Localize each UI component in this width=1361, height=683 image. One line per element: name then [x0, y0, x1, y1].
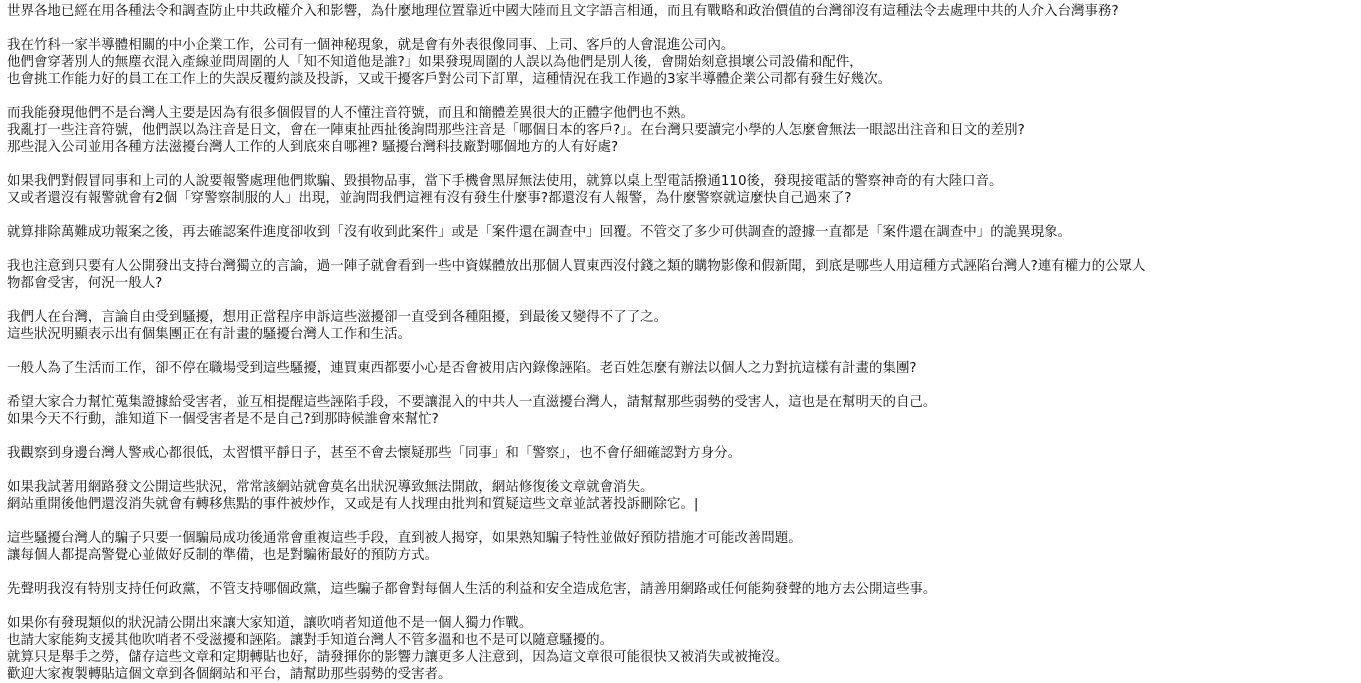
text-line: 我們人在台灣，言論自由受到騷擾，想用正當程序申訴這些滋擾卻一直受到各種阻擾，到最後又變得不了了之。 — [7, 309, 667, 325]
paragraph — [7, 615, 1359, 683]
paragraph — [7, 309, 1359, 343]
text-line: 那些混入公司並用各種方法滋擾台灣人工作的人到底來自哪裡? 騷擾台灣科技廠對哪個地方的人有好處? — [7, 139, 619, 155]
text-line: 這些騷擾台灣人的騙子只要一個騙局成功後通常會重複這些手段，直到被人揭穿，如果熟知騙子特性並做好預防措施才可能改善問題。 — [7, 530, 802, 546]
text-line: 他們會穿著別人的無塵衣混入產線並問周圍的人「知不知道他是誰?」如果發現周圍的人誤以為他們是別人後，會開始刻意損壞公司設備和配件， — [7, 54, 863, 70]
paragraph — [7, 581, 1359, 598]
text-line: 我亂打一些注音符號，他們誤以為注音是日文，會在一陣東扯西扯後詢問那些注音是「哪個日本的客戶?」。在台灣只要讀完小學的人怎麼會無法一眼認出注音和日文的差別? — [7, 122, 1025, 138]
text-line: 如果我試著用網路發文公開這些狀況，常常該網站就會莫名出狀況導致無法開啟，網站修復後文章就會消失。 — [7, 479, 654, 495]
text-line: 也請大家能夠支援其他吹哨者不受滋擾和誣陷。讓對手知道台灣人不管多溫和也不是可以隨意騷擾的。 — [7, 632, 614, 648]
text-line: 歡迎大家複製轉貼這個文章到各個網站和平台，請幫助那些弱勢的受害者。 — [7, 666, 452, 682]
text-line: 而我能發現他們不是台灣人主要是因為有很多個假冒的人不懂注音符號，而且和簡體差異很大的正體字他們也不熟。 — [7, 105, 694, 121]
paragraph — [7, 173, 1359, 207]
text-line: 也會挑工作能力好的員工在工作上的失誤反覆約談及投訴，又或干擾客戶對公司下訂單，這種情況在我工作過的3家半導體企業公司都有發生好幾次。 — [7, 71, 892, 87]
paragraph — [7, 394, 1359, 428]
text-line: 就算只是舉手之勞，儲存這些文章和定期轉貼也好，請發揮你的影響力讓更多人注意到，因為這文章很可能很快又被消失或被掩沒。 — [7, 649, 789, 665]
text-line: 讓每個人都提高警覺心並做好反制的準備，也是對騙術最好的預防方式。 — [7, 547, 438, 563]
text-line: 網站重開後他們還沒消失就會有轉移焦點的事件被炒作，又或是有人找理由批判和質疑這些文章並試著投訴刪除它。| — [7, 496, 699, 512]
paragraph — [7, 445, 1359, 462]
document-body — [7, 3, 1359, 683]
paragraph — [7, 360, 1359, 377]
text-line: 希望大家合力幫忙蒐集證據給受害者，並互相提醒這些誣陷手段，不要讓混入的中共人一直滋擾台灣人，請幫幫那些弱勢的受害人，這也是在幫明天的自己。 — [7, 394, 937, 410]
text-line: 我也注意到只要有人公開發出支持台灣獨立的言論，過一陣子就會看到一些中資媒體放出那個人買東西沒付錢之類的購物影像和假新聞，到底是哪些人用這種方式誣陷台灣人?連有權力的公眾人 — [7, 258, 1146, 274]
text-line: 一般人為了生活而工作，卻不停在職場受到這些騷擾，連買東西都要小心是否會被用店內錄像誣陷。老百姓怎麼有辦法以個人之力對抗這樣有計畫的集團? — [7, 360, 917, 376]
text-line: 先聲明我沒有特別支持任何政黨，不管支持哪個政黨，這些騙子都會對每個人生活的利益和安全造成危害，請善用網路或任何能夠發聲的地方去公開這些事。 — [7, 581, 937, 597]
paragraph — [7, 37, 1359, 88]
paragraph — [7, 258, 1359, 292]
text-line: 我觀察到身邊台灣人警戒心都很低，太習慣平靜日子，甚至不會去懷疑那些「同事」和「警察」，也不會仔細確認對方身分。 — [7, 445, 742, 461]
text-line: 如果你有發現類似的狀況請公開出來讓大家知道，讓吹哨者知道他不是一個人獨力作戰。 — [7, 615, 533, 631]
paragraph — [7, 105, 1359, 156]
paragraph — [7, 479, 1359, 513]
paragraph — [7, 530, 1359, 564]
text-line: 如果今天不行動，誰知道下一個受害者是不是自己?到那時候誰會來幫忙? — [7, 411, 439, 427]
paragraph — [7, 224, 1359, 241]
text-line: 又或者還沒有報警就會有2個「穿警察制服的人」出現，並詢問我們這裡有沒有發生什麼事?都還沒有人報警，為什麼警察就這麼快自己過來了? — [7, 190, 852, 206]
paragraph — [7, 3, 1359, 20]
text-line: 如果我們對假冒同事和上司的人說要報警處理他們欺騙、毀損物品事，當下手機會黑屏無法使用，就算以桌上型電話撥通110後，發現接電話的警察神奇的有大陸口音。 — [7, 173, 1003, 189]
text-line: 就算排除萬難成功報案之後，再去確認案件進度卻收到「沒有收到此案件」或是「案件還在調查中」回覆。不管交了多少可供調查的證據一直都是「案件還在調查中」的詭異現象。 — [7, 224, 1072, 240]
text-line: 我在竹科一家半導體相關的中小企業工作，公司有一個神秘現象，就是會有外表很像同事、上司、客戶的人會混進公司內。 — [7, 37, 735, 53]
text-line: 物都會受害，何況一般人? — [7, 275, 163, 291]
text-line: 這些狀況明顯表示出有個集團正在有計畫的騷擾台灣人工作和生活。 — [7, 326, 412, 342]
text-line: 世界各地已經在用各種法令和調查防止中共政權介入和影響，為什麼地理位置靠近中國大陸而且文字語言相通，而且有戰略和政治價值的台灣卻沒有這種法令去處理中共的人介入台灣事務? — [7, 3, 1119, 19]
